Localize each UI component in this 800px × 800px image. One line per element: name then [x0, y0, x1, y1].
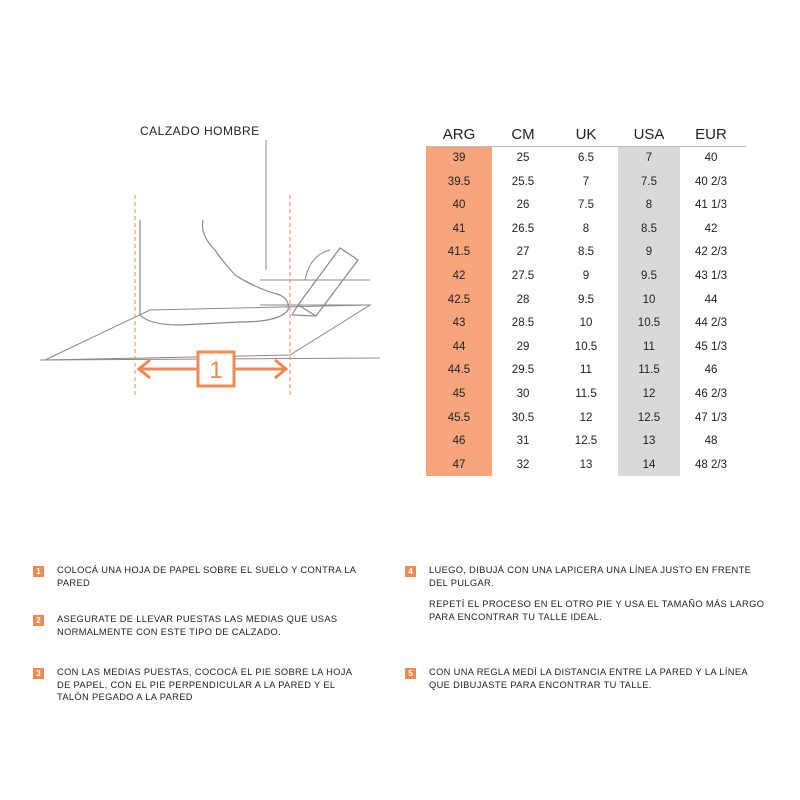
cell-eur: 46 [704, 364, 718, 377]
cell-eur: 44 2/3 [695, 317, 727, 330]
cell-uk: 6.5 [578, 152, 594, 164]
cell-uk: 12 [579, 411, 593, 424]
cell-uk: 10 [579, 317, 593, 330]
cell-arg: 40 [452, 199, 466, 212]
cell-arg: 41.5 [447, 246, 471, 259]
cell-arg: 45 [452, 387, 466, 400]
step-instruction: ASEGURATE DE LLEVAR PUESTAS LAS MEDIAS QUE USAS NORMALMENTE CON ESTE TIPO DE CALZADO. [57, 614, 338, 637]
cell-eur: 42 [704, 222, 718, 235]
cell-usa: 13 [642, 435, 656, 448]
cell-usa: 12 [642, 387, 656, 400]
cell-cm: 27.5 [511, 269, 535, 282]
cell-usa: 10 [642, 293, 656, 306]
cell-arg: 41 [452, 222, 466, 235]
cell-cm: 30.5 [511, 411, 535, 424]
step-instruction: CON LAS MEDIAS PUESTAS, COCOCÁ EL PIE SOBRE LA HOJA DE PAPEL, CON EL PIE PERPENDICULAR A LA PARED Y EL TALÓN PEGADO A LA PARED [57, 667, 352, 702]
step-instruction: COLOCÁ UNA HOJA DE PAPEL SOBRE EL SUELO Y CONTRA LA PARED [57, 565, 356, 588]
cell-eur: 41 1/3 [695, 199, 727, 212]
cell-eur: 40 2/3 [695, 175, 727, 188]
step-number-badge: 3 [33, 668, 44, 679]
step-text [429, 666, 767, 691]
cell-eur: 47 1/3 [695, 411, 727, 424]
cell-usa: 12.5 [637, 411, 661, 424]
cell-eur: 48 2/3 [695, 458, 727, 471]
cell-usa: 7 [645, 152, 653, 164]
cell-usa: 8 [645, 199, 653, 212]
cell-usa: 14 [642, 458, 656, 471]
cell-usa: 11.5 [638, 364, 660, 377]
measure-label: 1 [209, 357, 223, 384]
cell-usa: 8.5 [641, 222, 657, 235]
cell-cm: 32 [516, 458, 530, 471]
header-eur: EUR [695, 126, 727, 143]
step-number-badge: 4 [405, 566, 416, 577]
step-instruction: LUEGO, DIBUJÁ CON UNA LAPICERA UNA LÍNEA JUSTO EN FRENTE DEL PULGAR. [429, 565, 752, 588]
cell-eur: 42 2/3 [695, 246, 727, 259]
cell-usa: 9 [645, 246, 653, 259]
header-usa: USA [633, 126, 665, 143]
cell-eur: 48 [704, 435, 718, 448]
cell-uk: 7 [582, 175, 590, 188]
cell-eur: 45 1/3 [695, 340, 727, 353]
page-title: CALZADO HOMBRE [140, 124, 260, 138]
cell-uk: 11.5 [575, 387, 597, 400]
cell-usa: 9.5 [641, 269, 657, 282]
cell-eur: 44 [704, 293, 718, 306]
step-text [429, 564, 767, 623]
cell-usa: 11 [643, 340, 655, 353]
step-instruction: CON UNA REGLA MEDÍ LA DISTANCIA ENTRE LA PARED Y LA LÍNEA QUE DIBUJASTE PARA ENCONTRAR TU TALLE. [429, 667, 748, 690]
cell-eur: 40 [704, 152, 718, 164]
step-text [57, 613, 357, 638]
cell-cm: 28.5 [511, 317, 535, 330]
step-text [57, 564, 357, 589]
cell-arg: 42 [452, 269, 466, 282]
cell-cm: 25.5 [511, 175, 535, 188]
cell-uk: 9 [582, 269, 590, 282]
step-number-badge: 2 [33, 615, 44, 626]
cell-cm: 29 [516, 340, 530, 353]
cell-arg: 43 [452, 317, 466, 330]
cell-cm: 26 [516, 199, 530, 212]
cell-eur: 46 2/3 [695, 387, 727, 400]
header-arg: ARG [442, 126, 476, 143]
cell-uk: 13 [579, 458, 593, 471]
cell-cm: 27 [516, 246, 530, 259]
step-number-badge: 1 [33, 566, 44, 577]
cell-arg: 45.5 [447, 411, 471, 424]
step-number-badge: 5 [405, 668, 416, 679]
step-text [57, 666, 357, 704]
header-cm: CM [511, 126, 535, 143]
cell-cm: 30 [516, 387, 530, 400]
cell-cm: 31 [516, 435, 530, 448]
cell-uk: 8 [582, 222, 590, 235]
cell-arg: 44 [452, 340, 466, 353]
cell-uk: 8.5 [578, 246, 594, 259]
cell-uk: 10.5 [574, 340, 598, 353]
cell-usa: 10.5 [637, 317, 661, 330]
cell-arg: 39 [452, 152, 466, 164]
cell-uk: 9.5 [578, 293, 594, 306]
cell-uk: 11 [580, 364, 592, 377]
step-extra-instruction: REPETÍ EL PROCESO EN EL OTRO PIE Y USA EL TAMAÑO MÁS LARGO PARA ENCONTRAR TU TALLE IDEAL. [429, 599, 765, 622]
cell-cm: 25 [516, 152, 530, 164]
cell-cm: 26.5 [511, 222, 535, 235]
cell-arg: 46 [452, 435, 466, 448]
cell-arg: 47 [452, 458, 466, 471]
cell-usa: 7.5 [641, 175, 657, 188]
cell-arg: 44.5 [447, 364, 471, 377]
cell-uk: 12.5 [574, 435, 598, 448]
cell-arg: 39.5 [447, 175, 471, 188]
cell-arg: 42.5 [447, 293, 471, 306]
cell-uk: 7.5 [578, 199, 594, 212]
cell-cm: 28 [516, 293, 530, 306]
cell-cm: 29.5 [511, 364, 535, 377]
header-uk: UK [575, 126, 597, 143]
cell-eur: 43 1/3 [695, 269, 727, 282]
